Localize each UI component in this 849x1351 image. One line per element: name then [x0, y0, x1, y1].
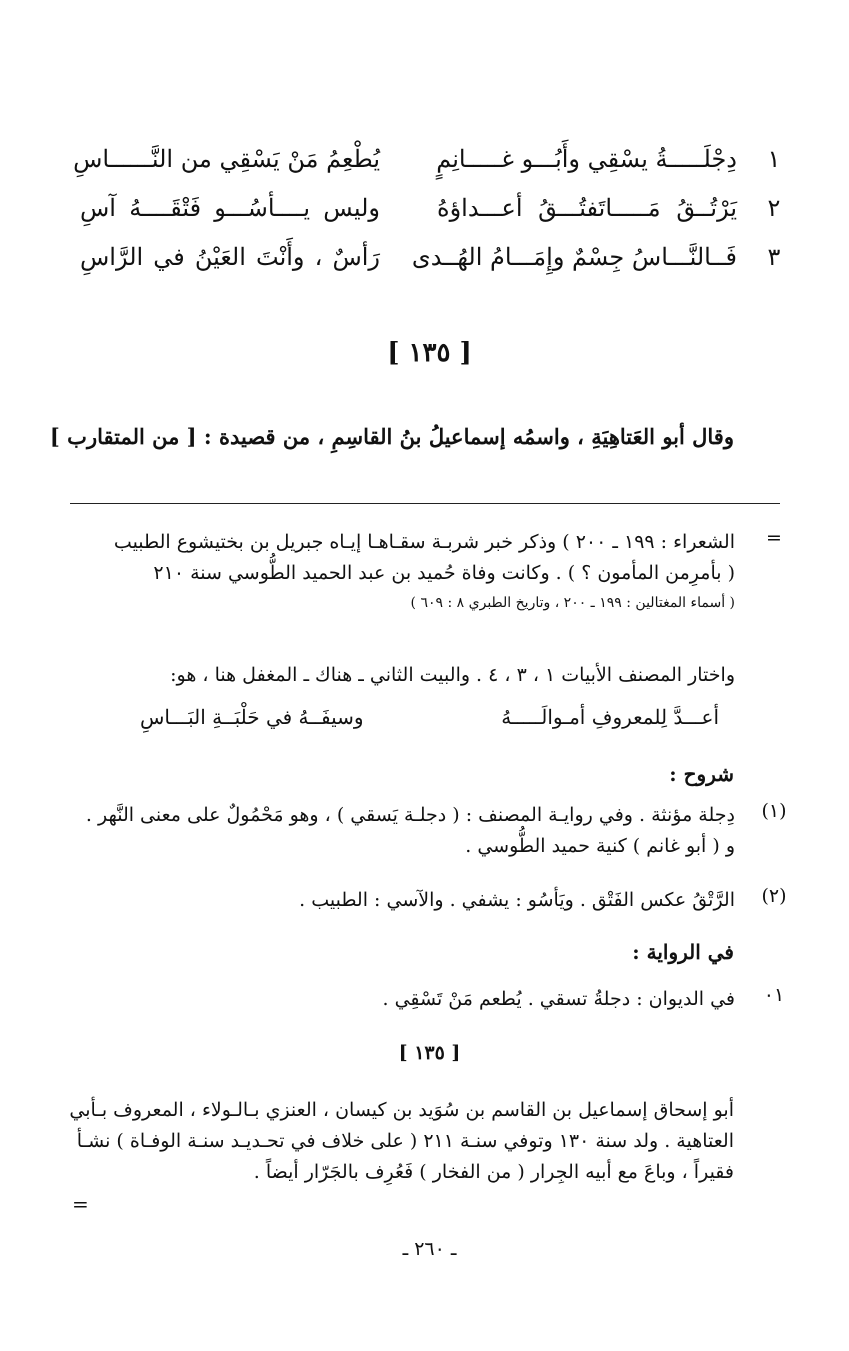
first-hemistich: أعـــدَّ لِلمعروفِ أمـوالَـــــهُ: [501, 705, 719, 729]
riwaya-title: في الرواية :: [632, 940, 734, 964]
verse-number: ٢: [767, 194, 781, 222]
selection-text: [80, 660, 735, 691]
footnote-separator: [70, 503, 780, 504]
continuation-marker: =: [766, 527, 782, 549]
sharh-2: [80, 885, 789, 919]
riwaya-text: [80, 984, 735, 1015]
second-hemistich: وليس يــــأسُـــو فَتْقَــــهُ آسِ: [80, 194, 380, 222]
sharh-text: [80, 800, 735, 862]
footnote-continuation: [80, 527, 789, 627]
sharh-1: [80, 800, 789, 870]
second-hemistich: وسيفَــهُ في حَلْبَــةِ البَـــاسِ: [140, 705, 364, 729]
footnote-line: دِجلة مؤنثة . وفي روايـة المصنف : ( دجلـة يَسقي ) ، وهو مَحْمُولٌ على معنى النَّهر .: [85, 804, 735, 826]
section-number: [ ١٣٥ ]: [387, 338, 472, 368]
sharh-marker: (١): [761, 800, 787, 822]
sharh-text: [80, 885, 735, 916]
first-hemistich: فَــالنَّـــاسُ جِسْمٌ وإِمَـــامُ الهُــدى: [411, 243, 737, 271]
first-hemistich: يَرْتُــقُ مَـــــاتَفتُـــقُ أعـــداؤهُ: [437, 194, 737, 222]
sharh-marker: (٢): [761, 885, 787, 907]
biography-line: فقيراً ، وباعَ مع أبيه الجِرار ( من الفخار ) فَعُرِف بالجَرّار أيضاً .: [253, 1161, 734, 1183]
verse-2: [80, 194, 789, 234]
footnote-line: الرَّتْقُ عكس الفَتْق . ويَأسُو : يشفي . والآسي : الطبيب .: [299, 889, 735, 911]
first-hemistich: دِجْلَـــــةُ يسْقِي وأَبُـــو غـــــانِمٍ: [436, 145, 737, 173]
section-heading: وقال أبو العَتاهِيَةِ ، واسمُه إسماعيلُ بنُ القاسِمِ ، من قصيدة : [ من المتقارب ]: [49, 424, 734, 449]
continuation-marker: =: [72, 1192, 89, 1216]
verse-number: ٣: [767, 243, 781, 271]
verse-1: [73, 145, 789, 185]
shuruh-title: شروح :: [669, 762, 734, 786]
biography-line: العتاهية . ولد سنة ١٣٠ وتوفي سنـة ٢١١ ( على خلاف في تحـديـد سنـة الوفـاة ) نشـأ: [76, 1130, 734, 1152]
footnote-line: الشعراء : ١٩٩ ـ ٢٠٠ ) وذكر خبر شربـة سقـاهـا إيـاه جبريل بن بختيشوع الطبيب: [113, 531, 735, 553]
riwaya-marker: ٠١: [763, 984, 785, 1006]
verse-3: [80, 243, 789, 283]
footnote-line: واختار المصنف الأبيات ١ ، ٣ ، ٤ . والبيت الثاني ـ هناك ـ المغفل هنا ، هو:: [170, 664, 735, 686]
page-number: ـ ٢٦٠ ـ: [402, 1238, 457, 1260]
bio-number: [ ١٣٥ ]: [398, 1042, 461, 1064]
footnote-reference: ( أسماء المغتالين : ١٩٩ ـ ٢٠٠ ، وتاريخ الطبري ٨ : ٦٠٩ ): [410, 595, 735, 611]
footnote-line: و ( أبو غانم ) كنية حميد الطُّوسي .: [465, 835, 735, 857]
footnote-text: [80, 527, 735, 617]
omitted-verse: [140, 705, 719, 739]
footnote-line: ( بأمرِمن المأمون ؟ ) . وكانت وفاة حُميد بن عبد الحميد الطُّوسي سنة ٢١٠: [153, 562, 735, 584]
biography: [69, 1095, 734, 1188]
verse-number: ١: [767, 145, 781, 173]
footnote-line: في الديوان : دجلةُ تسقي . يُطعم مَنْ تَسْقِي .: [382, 988, 735, 1010]
second-hemistich: يُطْعِمُ مَنْ يَسْقِي من النَّــــــاسِ: [73, 145, 380, 173]
second-hemistich: رَأسٌ ، وأَنْتَ العَيْنُ في الرَّاسِ: [80, 243, 380, 271]
riwaya-1: [80, 984, 789, 1018]
biography-line: أبو إسحاق إسماعيل بن القاسم بن سُوَيد بن كيسان ، العنزي بـالـولاء ، المعروف بـأبي: [69, 1099, 734, 1121]
